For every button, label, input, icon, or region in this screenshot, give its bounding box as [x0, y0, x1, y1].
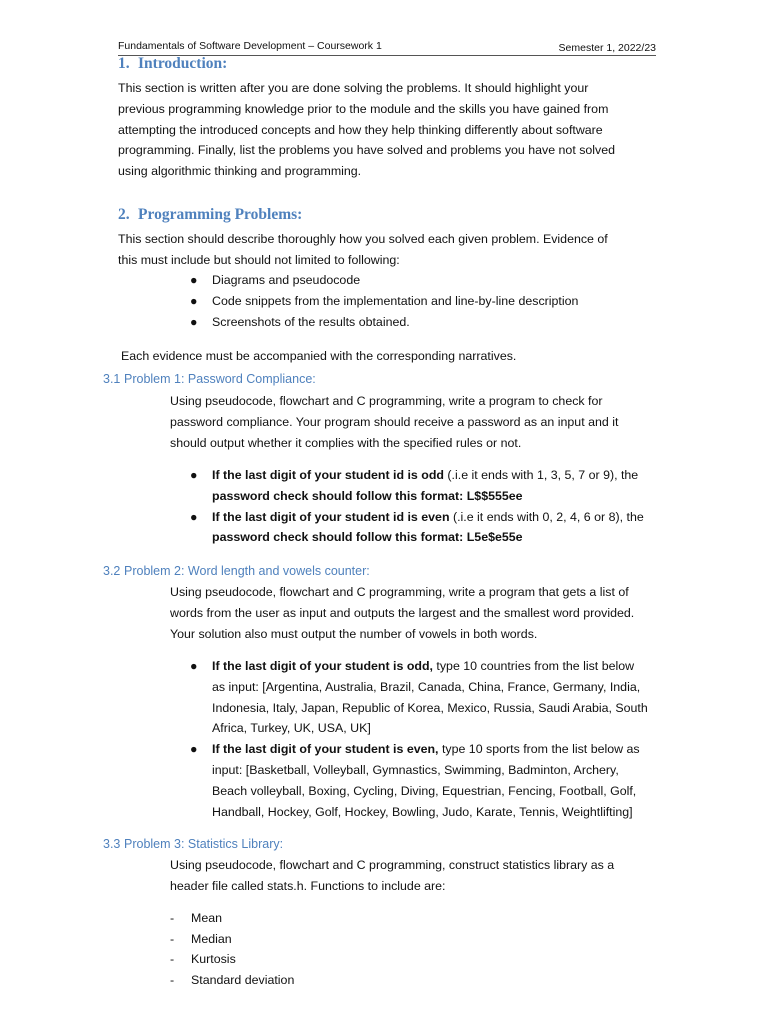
list-item: - Median — [170, 931, 232, 946]
evidence-note: Each evidence must be accompanied with the corresponding narratives. — [121, 349, 517, 363]
list-item: - Mean — [170, 911, 222, 925]
page-header — [118, 37, 656, 56]
problem-2-rules — [190, 656, 648, 822]
semester-label: Semester 1, 2022/23 — [558, 42, 656, 54]
list-item: ● Code snippets from the implementation and line-by-line description — [190, 293, 579, 308]
subsection-heading-problem-3: 3.3 Problem 3: Statistics Library: — [103, 837, 284, 851]
intro-paragraph: This section is written after you are done solving the problems. It should highlight your previous programming knowledge prior to the module and the skills you have gained from attempting the introduced concepts and how they help thinking differently about software programming. Finally, list the problems you have solved and problems you have not solved using algorithmic thinking and programming. — [118, 81, 616, 179]
statistics-functions-list — [170, 908, 294, 991]
section-heading-introduction: 1. Introduction: — [118, 55, 228, 72]
problem-2-description: Using pseudocode, flowchart and C programming, write a program that gets a list of words from the user as input and outputs the largest and the smallest word provided. Your solution also must output the number of vowels in both words. — [170, 585, 635, 641]
problem-1-description: Using pseudocode, flowchart and C programming, write a program to check for password compliance. Your program should receive a password as an input and it should output whether it complies with the specified rules or not. — [170, 394, 619, 450]
section-heading-programming-problems: 2. Programming Problems: — [118, 206, 303, 223]
list-item: - Standard deviation — [170, 973, 295, 988]
list-item: ● Diagrams and pseudocode — [190, 273, 361, 287]
evidence-list — [190, 270, 578, 332]
list-item: ● If the last digit of your student id is odd (.i.e it ends with 1, 3, 5, 7 or 9), the password check should follow this format: L$$555ee — [190, 468, 639, 503]
list-item: - Kurtosis — [170, 952, 236, 967]
problems-intro-paragraph: This section should describe thoroughly how you solved each given problem. Evidence of this must include but should not limited to following: — [118, 232, 608, 267]
problem-3-description: Using pseudocode, flowchart and C programming, construct statistics library as a header file called stats.h. Functions to include are: — [170, 858, 615, 893]
problem-1-rules — [190, 465, 644, 548]
course-title: Fundamentals of Software Development – Coursework 1 — [118, 40, 382, 52]
list-item: ● Screenshots of the results obtained. — [190, 314, 410, 329]
list-item: ● If the last digit of your student is odd, type 10 countries from the list below as input: [Argentina, Australia, Brazil, Canada, China, France, Germany, India, Indonesia, Italy, Japan, Republic of Korea, Mexico, Russia, Saudi Arabia, South Africa, Turkey, UK, USA, UK] — [190, 659, 648, 736]
subsection-heading-problem-1: 3.1 Problem 1: Password Compliance: — [103, 372, 316, 386]
subsection-heading-problem-2: 3.2 Problem 2: Word length and vowels counter: — [103, 564, 370, 578]
list-item: ● If the last digit of your student is even, type 10 sports from the list below as input: [Basketball, Volleyball, Gymnastics, Swimming, Badminton, Archery, Beach volleyball, Boxing, Cycling, Diving, Equestrian, Fencing, Football, Golf, Handball, Hockey, Golf, Hockey, Bowling, Judo, Karate, Tennis, Weightlifting] — [190, 742, 640, 819]
list-item: ● If the last digit of your student id is even (.i.e it ends with 0, 2, 4, 6 or 8), the password check should follow this format: L5e$e55e — [190, 509, 644, 545]
